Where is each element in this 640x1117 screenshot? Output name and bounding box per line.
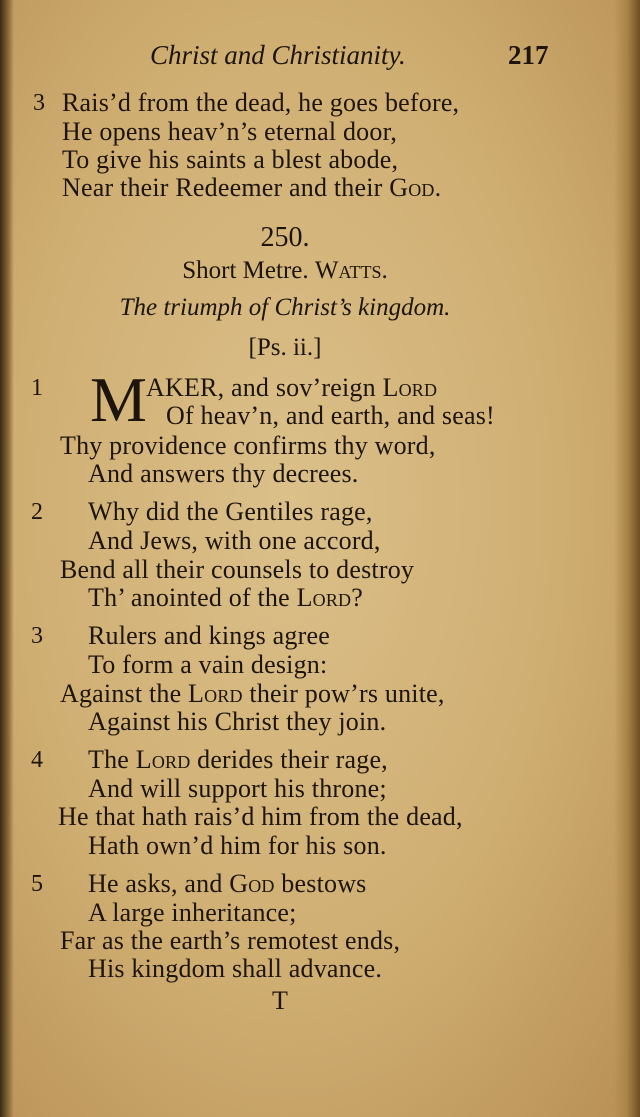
verse-line: He that hath rais’d him from the dead, xyxy=(58,802,463,831)
verse-line: His kingdom shall advance. xyxy=(88,954,383,983)
stanza-number: 4 xyxy=(31,747,43,773)
verse-line: Thy providence confirms thy word, xyxy=(60,431,436,460)
verse-line: He opens heav’n’s eternal door, xyxy=(62,117,398,146)
verse-line: Against his Christ they join. xyxy=(88,707,387,736)
hymn-subject: The triumph of Christ’s kingdom. xyxy=(119,294,451,321)
verse-line: Far as the earth’s remotest ends, xyxy=(60,926,401,955)
verse-line: Of heav’n, and earth, and seas! xyxy=(166,401,495,430)
hymn-number: 250. xyxy=(260,222,310,253)
verse-line: AKER, and sov’reign Lord xyxy=(146,373,438,402)
verse-line: Against the Lord their pow’rs unite, xyxy=(60,679,445,708)
verse-line: Rulers and kings agree xyxy=(88,621,330,650)
stanza-number: 3 xyxy=(31,623,43,649)
page-fore-edge xyxy=(614,0,640,1117)
verse-line: And Jews, with one accord, xyxy=(88,526,381,555)
stanza-number: 3 xyxy=(33,90,45,116)
drop-cap: M xyxy=(90,364,147,435)
verse-line: And will support his throne; xyxy=(88,774,387,803)
verse-line: To form a vain design: xyxy=(88,650,328,679)
page-header xyxy=(0,34,640,74)
page-number: 217 xyxy=(508,40,549,70)
verse-line: Bend all their counsels to destroy xyxy=(60,555,415,584)
verse-line: He asks, and God bestows xyxy=(88,869,367,898)
verse-line: And answers thy decrees. xyxy=(88,459,359,488)
verse-line: Th’ anointed of the Lord? xyxy=(88,583,363,612)
verse-line: The Lord derides their rage, xyxy=(88,745,388,774)
catchword: T xyxy=(272,986,288,1015)
hymn-metre: Short Metre. xyxy=(182,257,309,284)
hymn-metre-line xyxy=(0,257,570,285)
verse-line: To give his saints a blest abode, xyxy=(62,145,399,174)
scripture-reference: [Ps. ii.] xyxy=(248,334,322,361)
page-binding-edge xyxy=(0,0,14,1117)
verse-line: Near their Redeemer and their God. xyxy=(62,173,442,202)
verse-line: A large inheritance; xyxy=(88,898,297,927)
verse-line: Why did the Gentiles rage, xyxy=(88,497,373,526)
verse-line: Hath own’d him for his son. xyxy=(88,831,387,860)
stanza-number: 5 xyxy=(31,871,43,897)
stanza-number: 1 xyxy=(31,375,43,401)
stanza-number: 2 xyxy=(31,499,43,525)
running-title: Christ and Christianity. xyxy=(150,40,406,70)
hymn-author: Watts. xyxy=(314,257,388,284)
verse-line: Rais’d from the dead, he goes before, xyxy=(62,88,460,117)
